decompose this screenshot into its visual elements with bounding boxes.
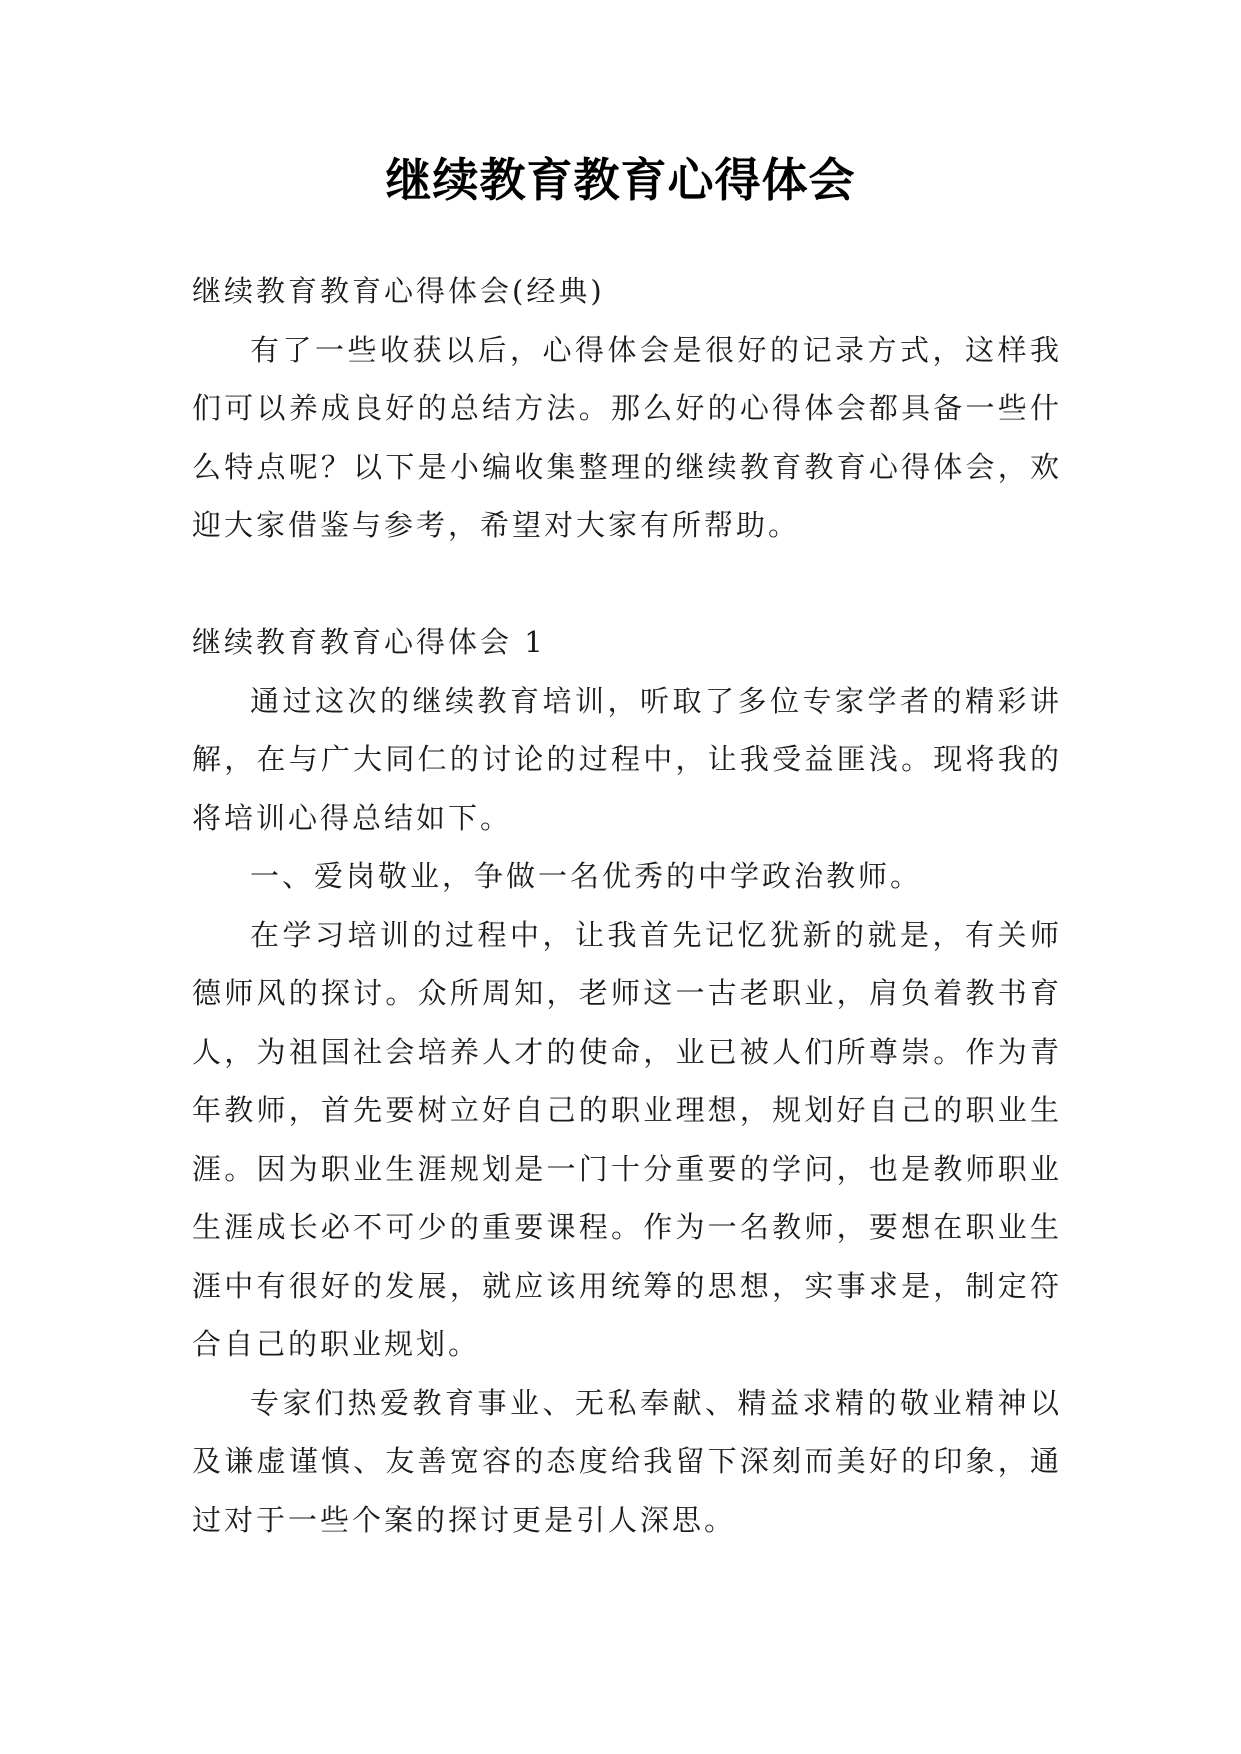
document-title: 继续教育教育心得体会 [385, 153, 856, 207]
section-spacer [192, 555, 1062, 614]
body-paragraph-2: 一、爱岗敬业，争做一名优秀的中学政治教师。 [250, 859, 923, 893]
body-paragraph-4: 专家们热爱教育事业、无私奉献、精益求精的敬业精神以及谦虚谨慎、友善宽容的态度给我留下深刻而美好的印象，通过对于一些个案的探讨更是引人深思。 [192, 1385, 1062, 1537]
body-paragraph-3: 在学习培训的过程中，让我首先记忆犹新的就是，有关师德师风的探讨。众所周知，老师这一古老职业，肩负着教书育人，为祖国社会培养人才的使命，业已被人们所尊崇。作为青年教师，首先要树立好自己的职业理想，规划好自己的职业生涯。因为职业生涯规划是一门十分重要的学问，也是教师职业生涯成长必不可少的重要课程。作为一名教师，要想在职业生涯中有很好的发展，就应该用统筹的思想，实事求是，制定符合自己的职业规划。 [192, 917, 1062, 1361]
document-body [192, 262, 1062, 1549]
document-subtitle: 继续教育教育心得体会(经典) [192, 274, 605, 308]
body-paragraph-1: 通过这次的继续教育培训，听取了多位专家学者的精彩讲解，在与广大同仁的讨论的过程中，让我受益匪浅。现将我的将培训心得总结如下。 [192, 683, 1062, 835]
intro-paragraph: 有了一些收获以后，心得体会是很好的记录方式，这样我们可以养成良好的总结方法。那么好的心得体会都具备一些什么特点呢？以下是小编收集整理的继续教育教育心得体会，欢迎大家借鉴与参考，希望对大家有所帮助。 [192, 332, 1062, 542]
section-heading: 继续教育教育心得体会 1 [192, 625, 546, 659]
